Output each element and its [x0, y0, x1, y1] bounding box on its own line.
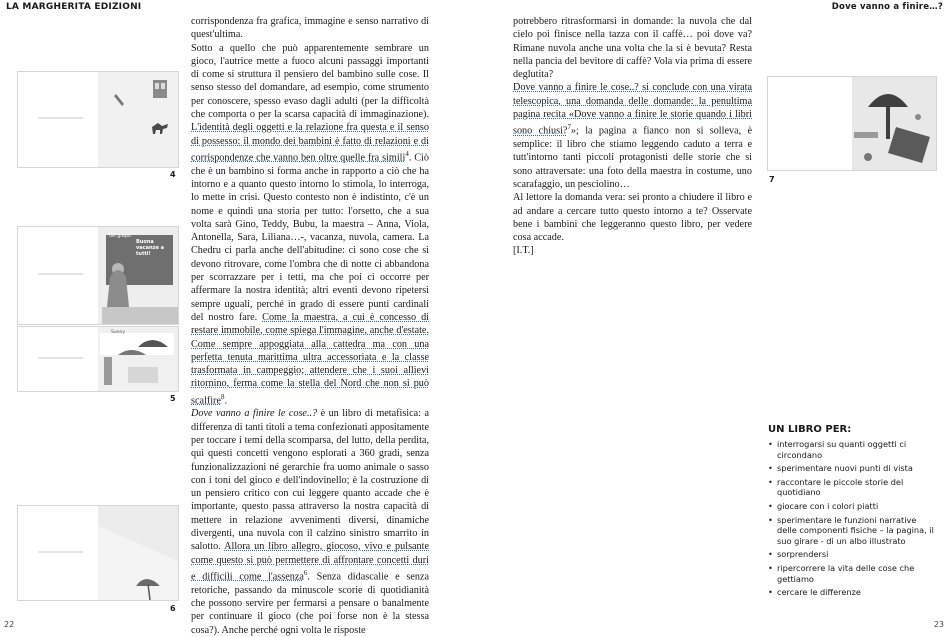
paragraph: Sotto a quello che può apparentemente sembrare un gioco, l'autrice mette a fuoco alcuni passaggi importanti di come si struttura il pensiero del bambino sulle cose. Il senso stesso del domandare, ad esempio, come strumento per conoscere, spesso evaso dagli adulti (per la difficoltà che comporta o per la scarsa capacità di immaginazione). L'identità degli oggetti e la relazione fra questa e il senso di possesso: il mondo dei bambini è fatto di relazioni e di corrispondenze che vanno ben oltre quelle fra simili$^4$. Ciò che è un bambino si forma anche in rapporto a ciò che ha intorno e a quanto questo intorno lo stimola, lo interroga, lo mette in crisi. Questo contesto non è indistinto, c'è un nome e quindi una storia per tutto: l'orsetto, che a sua volta sarà Gino, Teddy, Bubu, la maestra – Anna, Viola, Antonella, Sara, Liliana…-, vacanza, nuvola, camera. La Chedru ci parla anche dell'abitudine: ci sono cose che si devono ritrovare, come l'ombra che di notte ci abbandona per scorrazzare per i tetti, ma che poi ci occorre per affermare la nostra identità; altri eventi devono ripetersi sempre uguali, perché in grado di essere punti cardinali del nostro fare. Come la maestra, a cui è concesso di restare immobile, come spiega l'immagine, anche d'estate. Come sempre appoggiata alla cattedra ma con una perfetta tenuta marittima ultra accessoriata e la classe trasformata in campeggio; attendere che i suoi allievi ritornino, ferma come la stella del Nord che non si può scalfire$^8$. — [191, 42, 429, 407]
list-item: • interrogarsi su quanti oggetti ci circondano — [768, 439, 938, 460]
list-item: • raccontare le piccole storie del quotidiano — [768, 477, 938, 498]
text-column-2 — [513, 15, 752, 258]
paragraph: Al lettore la domanda vera: sei pronto a chiudere il libro e ad andare a cercare tutto questo intorno a te? Osservate bene i bambini che leggeranno questo libro, per vedere cosa accade. — [513, 192, 752, 244]
figure-number-4: 4 — [170, 170, 176, 179]
footnote-marker: 6 — [303, 568, 308, 577]
sidebar-title: UN LIBRO PER: — [768, 424, 852, 435]
illustration-5b-drawing — [18, 327, 178, 391]
page-number-left: 22 — [4, 620, 15, 629]
illustration-4 — [17, 71, 179, 168]
underlined-passage: Come la maestra, a cui è concesso di restare immobile, come spiega l'immagine, anche d'estate. Come sempre appoggiata alla cattedra ma con una perfetta tenuta marittima ultra accessoriata e la classe trasformata in campeggio; attendere che i suoi allievi ritornino, ferma come la stella del Nord che non si può scalfire — [191, 311, 429, 407]
paragraph: Dove vanno a finire le cose..? è un libro di metafisica: a differenza di tanti titoli a tema confezionati appositamente per toccare i temi della scomparsa, del lutto, della perdita, qui questi concetti vengono esplorati a 360 gradi, senza funzionalizzazioni né gerarchie fra uomo animale o sasso con i toni del gioco e dell'indovinello; è la costruzione di un pensiero critico con cui leggere quanto accade che è importante, questo passa attraverso la nostra capacità di mettere in relazione avvenimenti diversi, dinamiche divergenti, una nuvola con il calzino sinistro smarrito in salotto. Allora un libro allegro, giocoso, vivo e pulsante come questo si può permettere di affrontare concetti duri e difficili come l'assenza$^6$. Senza didascalie e senza retoriche, passando da minuscole scorie di quotidianità che possono servire per fermarsi a pensare o banalmente per continuare il gioco (che poi forse non è la stessa cosa?). Anche perché ogni volta le risposte — [191, 408, 430, 636]
book-title-italic: Dove vanno a finire le cose..? — [191, 408, 318, 420]
illustration-5a-caption-small: Gli giapo — [109, 233, 132, 239]
paragraph: potrebbero ritrasformarsi in domande: la nuvola che dal cielo poi finisce nella tazza con il caffè… poi dove va? Rimane nuvola anche una volta che la si è bevuta? Resta nella pancia del bevitore di caffè? Vola via prima di essere deglutita? — [513, 16, 752, 81]
illustration-6-drawing — [18, 506, 178, 600]
list-item: • cercare le differenze — [768, 587, 938, 598]
illustration-7-drawing — [768, 77, 936, 170]
footnote-marker: 7 — [567, 123, 571, 132]
footnote-marker: 4 — [405, 149, 409, 158]
footnote-marker: 8 — [220, 392, 225, 401]
underlined-passage: Allora un libro allegro, giocoso, vivo e pulsante come questo si può permettere di affrontare concetti duri e difficili come l'assenza — [191, 541, 429, 583]
text-column-1 — [191, 15, 429, 637]
illustration-6 — [17, 505, 179, 601]
list-item: • sperimentare le funzioni narrative delle componenti fisiche – la pagina, il suo girare - di un albo illustrato — [768, 515, 938, 547]
figure-number-7: 7 — [769, 175, 775, 184]
illustration-5b-caption: Sunny — [111, 330, 126, 335]
list-item: • ripercorrere la vita delle cose che gettiamo — [768, 563, 938, 584]
signature: [I.T.] — [513, 245, 534, 257]
list-item: • sperimentare nuovi punti di vista — [768, 463, 938, 474]
figure-number-6: 6 — [170, 604, 176, 613]
figure-number-5: 5 — [170, 394, 176, 403]
page-number-right: 23 — [933, 620, 944, 629]
list-item: • sorprendersi — [768, 549, 938, 560]
underlined-passage: L'identità degli oggetti e la relazione fra questa e il senso di possesso: il mondo dei bambini è fatto di relazioni e di corrispondenze che vanno ben oltre quelle fra simili — [191, 122, 429, 164]
sidebar-list — [768, 439, 938, 601]
publisher-header: LA MARGHERITA EDIZIONI — [6, 2, 142, 12]
paragraph: corrispondenza fra grafica, immagine e senso narrativo di quest'ultima. — [191, 16, 429, 41]
illustration-7 — [767, 76, 937, 171]
illustration-5a — [17, 226, 179, 325]
paragraph: Dove vanno a finire le cose..? si conclude con una virata telescopica, una domanda delle domande: la penultima pagina recita «Dove vanno a finire le storie quando i libri sono chiusi?$^7$»; la pagina a fianco non si solleva, è semplice: il libro che stiamo leggendo caduto a terra e tutt'intorno tanti piccoli protagonisti delle storie che si sono attraversate: una foto della maestra in costume, uno scarafaggio, un pesciolino… — [513, 82, 752, 190]
illustration-5a-caption: Buona vacanze a tutti! — [136, 239, 164, 257]
book-title-header: Dove vanno a finire…? — [831, 2, 943, 12]
illustration-5b — [17, 326, 179, 392]
underlined-passage: Dove vanno a finire le cose..? si conclude con una virata telescopica, una domanda delle domande: la penultima pagina recita «Dove vanno a finire le storie quando i libri sono chiusi? — [513, 82, 752, 137]
list-item: • giocare con i colori piatti — [768, 501, 938, 512]
illustration-4-drawing — [18, 72, 178, 167]
